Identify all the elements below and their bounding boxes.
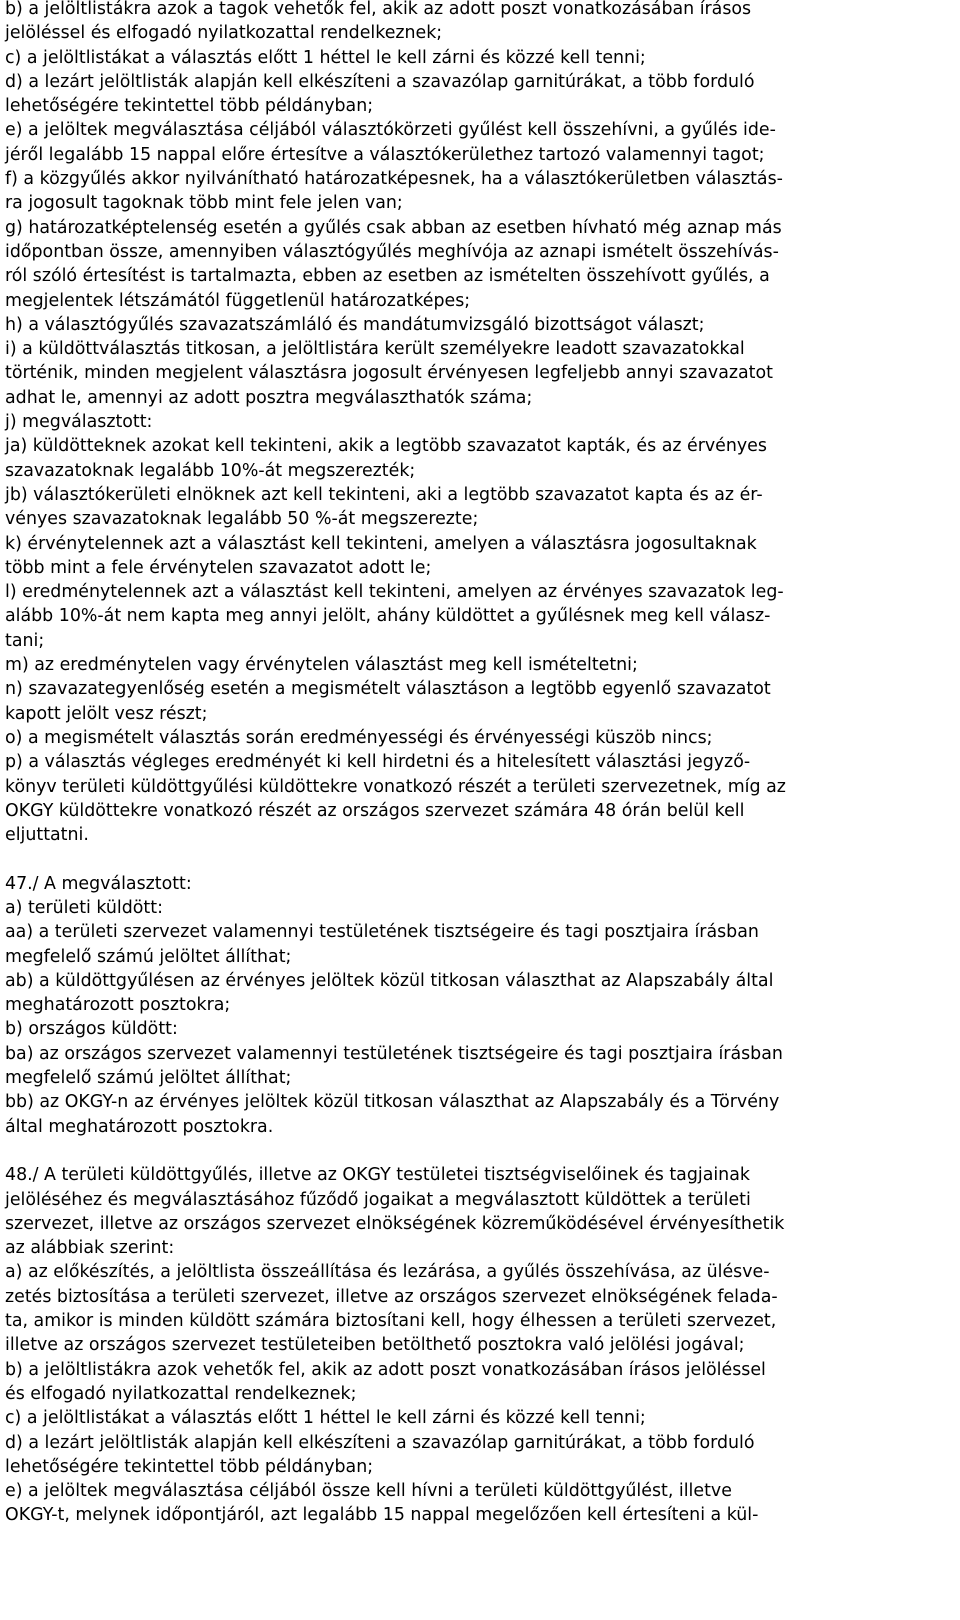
text-line: d) a lezárt jelöltlisták alapján kell elkészíteni a szavazólap garnitúrákat, a több forduló — [5, 1432, 755, 1453]
text-line: a) területi küldött: — [5, 897, 163, 918]
text-line: e) a jelöltek megválasztása céljából választókörzeti gyűlést kell összehívni, a gyűlés ide- — [5, 120, 776, 141]
text-line: ja) küldötteknek azokat kell tekinteni, akik a legtöbb szavazatot kapták, és az érvényes — [5, 436, 767, 457]
text-line: a) az előkészítés, a jelöltlista összeállítása és lezárása, a gyűlés összehívása, az ülésve- — [5, 1262, 770, 1283]
text-line: OKGY küldöttekre vonatkozó részét az országos szervezet számára 48 órán belül kell — [5, 800, 745, 821]
text-line: m) az eredménytelen vagy érvénytelen választást meg kell ismételtetni; — [5, 655, 638, 676]
text-line: kapott jelölt vesz részt; — [5, 703, 208, 724]
text-line: h) a választógyűlés szavazatszámláló és mandátumvizsgáló bizottságot választ; — [5, 314, 705, 335]
text-line: szervezet, illetve az országos szervezet elnökségének közreműködésével érvényesíthetik — [5, 1213, 785, 1234]
text-line: az alábbiak szerint: — [5, 1238, 175, 1259]
text-line: d) a lezárt jelöltlisták alapján kell elkészíteni a szavazólap garnitúrákat, a több forduló — [5, 71, 755, 92]
text-line: időpontban össze, amennyiben választógyűlés meghívója az aznapi ismételt összehívás- — [5, 241, 779, 262]
paragraph-gap — [5, 1139, 940, 1163]
text-line: által meghatározott posztokra. — [5, 1116, 274, 1137]
text-line: ba) az országos szervezet valamennyi testületének tisztségeire és tagi posztjaira írásban — [5, 1043, 783, 1064]
text-line: k) érvénytelennek azt a választást kell tekinteni, amelyen a választásra jogosultaknak — [5, 533, 757, 554]
text-line: f) a közgyűlés akkor nyilvánítható határozatképesnek, ha a választókerületben választás- — [5, 169, 783, 190]
text-line: c) a jelöltlistákat a választás előtt 1 héttel le kell zárni és közzé kell tenni; — [5, 1408, 646, 1429]
text-line: eljuttatni. — [5, 825, 89, 846]
text-line: történik, minden megjelent választásra jogosult érvényesen legfeljebb annyi szavazatot — [5, 363, 773, 384]
text-line: j) megválasztott: — [5, 412, 153, 433]
text-line: 48./ A területi küldöttgyűlés, illetve az OKGY testületei tisztségviselőinek és tagjainak — [5, 1165, 750, 1186]
text-line: ta, amikor is minden küldött számára biztosítani kell, hogy élhessen a területi szervezet, — [5, 1311, 777, 1332]
text-line: több mint a fele érvénytelen szavazatot adott le; — [5, 557, 432, 578]
text-line: jelöléséhez és megválasztásához fűződő jogaikat a megválasztott küldöttek a területi — [5, 1189, 751, 1210]
text-line: lehetőségére tekintettel több példányban; — [5, 1456, 374, 1477]
text-line: adhat le, amennyi az adott posztra megválaszthatók száma; — [5, 387, 533, 408]
text-line: b) a jelöltlistákra azok vehetők fel, akik az adott poszt vonatkozásában írásos jelöléssel — [5, 1359, 766, 1380]
text-line: könyv területi küldöttgyűlési küldöttekre vonatkozó részét a területi szervezetnek, míg az — [5, 776, 786, 797]
text-line: ab) a küldöttgyűlésen az érvényes jelöltek közül titkosan választhat az Alapszabály által — [5, 970, 774, 991]
text-line: jéről legalább 15 nappal előre értesítve a választókerülethez tartozó valamennyi tagot; — [5, 144, 765, 165]
text-line: c) a jelöltlistákat a választás előtt 1 héttel le kell zárni és közzé kell tenni; — [5, 47, 646, 68]
text-line: szavazatoknak legalább 10%-át megszerezték; — [5, 460, 416, 481]
text-line: ra jogosult tagoknak több mint fele jelen van; — [5, 193, 403, 214]
text-line: tani; — [5, 630, 45, 651]
text-line: meghatározott posztokra; — [5, 995, 231, 1016]
text-line: jb) választókerületi elnöknek azt kell tekinteni, aki a legtöbb szavazatot kapta és az ér- — [5, 484, 763, 505]
text-line: megjelentek létszámától függetlenül határozatképes; — [5, 290, 471, 311]
text-line: b) országos küldött: — [5, 1019, 178, 1040]
text-line: ról szóló értesítést is tartalmazta, ebben az esetben az ismételten összehívott gyűlés, a — [5, 266, 770, 287]
text-line: vényes szavazatoknak legalább 50 %-át megszerezte; — [5, 509, 479, 530]
text-line: lehetőségére tekintettel több példányban; — [5, 96, 374, 117]
text-line: b) a jelöltlistákra azok a tagok vehetők fel, akik az adott poszt vonatkozásában írásos — [5, 0, 752, 19]
text-line: aa) a területi szervezet valamennyi testületének tisztségeire és tagi posztjaira írásban — [5, 922, 759, 943]
text-line: megfelelő számú jelöltet állíthat; — [5, 946, 292, 967]
text-line: 47./ A megválasztott: — [5, 873, 192, 894]
text-line: o) a megismételt választás során eredményességi és érvényességi küszöb nincs; — [5, 727, 713, 748]
text-line: alább 10%-át nem kapta meg annyi jelölt, ahány küldöttet a gyűlésnek meg kell válasz- — [5, 606, 771, 627]
text-line: p) a választás végleges eredményét ki kell hirdetni és a hitelesített választási jegyző- — [5, 752, 751, 773]
text-line: megfelelő számú jelöltet állíthat; — [5, 1068, 292, 1089]
text-line: OKGY-t, melynek időpontjáról, azt legalább 15 nappal megelőzően kell értesíteni a kül- — [5, 1505, 759, 1526]
text-line: bb) az OKGY-n az érvényes jelöltek közül titkosan választhat az Alapszabály és a Törvény — [5, 1092, 780, 1113]
text-line: n) szavazategyenlőség esetén a megismételt választáson a legtöbb egyenlő szavazatot — [5, 679, 771, 700]
text-line: l) eredménytelennek azt a választást kell tekinteni, amelyen az érvényes szavazatok leg- — [5, 582, 784, 603]
text-line: illetve az országos szervezet testületeiben betölthető posztokra való jelölési jogával; — [5, 1335, 745, 1356]
text-line: zetés biztosítása a területi szervezet, illetve az országos szervezet elnökségének felada- — [5, 1286, 778, 1307]
document-page — [5, 0, 940, 1528]
paragraph-gap — [5, 847, 940, 871]
text-line: jelöléssel és elfogadó nyilatkozattal rendelkeznek; — [5, 23, 443, 44]
text-line: i) a küldöttválasztás titkosan, a jelöltlistára került személyekre leadott szavazatokkal — [5, 339, 745, 360]
text-line: g) határozatképtelenség esetén a gyűlés csak abban az esetben hívható még aznap más — [5, 217, 782, 238]
text-line: és elfogadó nyilatkozattal rendelkeznek; — [5, 1383, 357, 1404]
text-line: e) a jelöltek megválasztása céljából össze kell hívni a területi küldöttgyűlést, illetve — [5, 1481, 732, 1502]
